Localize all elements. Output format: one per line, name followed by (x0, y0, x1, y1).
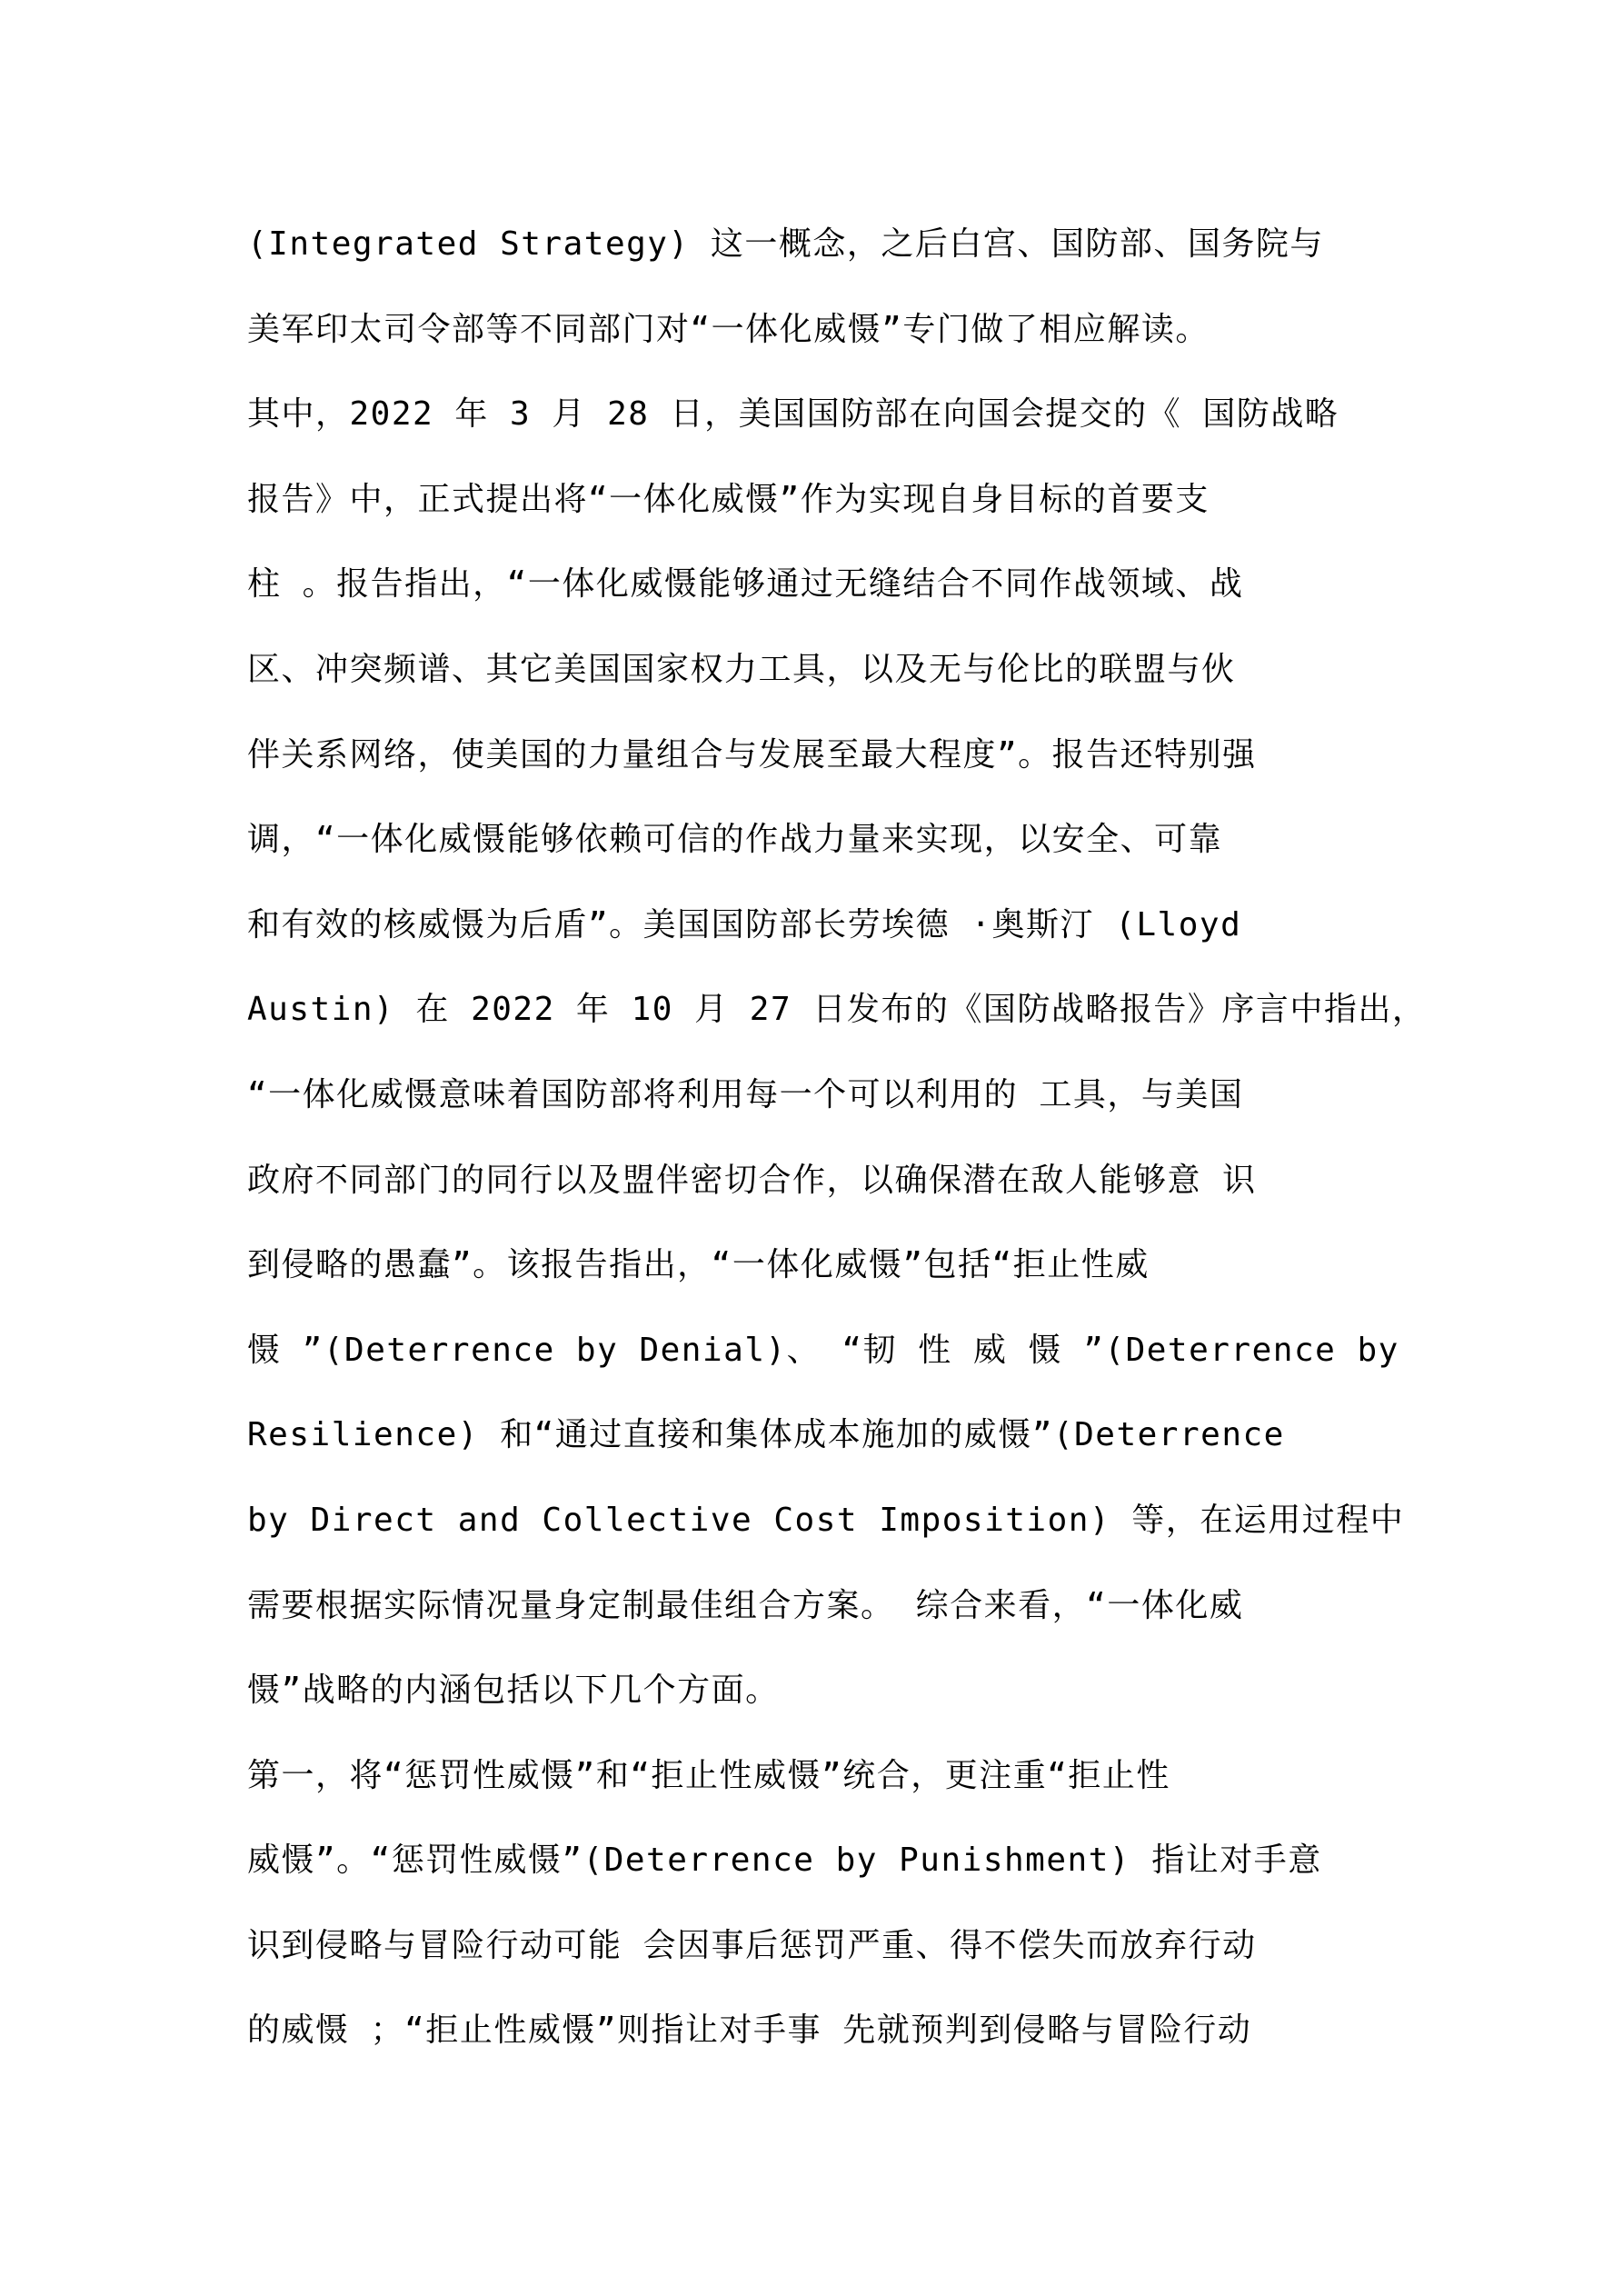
text-line: (Integrated Strategy) 这一概念，之后白宫、国防部、国务院与 (247, 225, 1324, 263)
text-line: 威慑”。“惩罚性威慑”(Deterrence by Punishment) 指让对手意 (247, 1842, 1322, 1880)
text-line: by Direct and Collective Cost Imposition) 等，在运用过程中 (247, 1501, 1405, 1539)
text-line: 慑”战略的内涵包括以下几个方面。 (247, 1672, 780, 1710)
text-line: “一体化威慑意味着国防部将利用每一个可以利用的 工具，与美国 (247, 1075, 1244, 1113)
text-line: 政府不同部门的同行以及盟伴密切合作，以确保潜在敌人能够意 识 (247, 1161, 1257, 1199)
text-line: 的威慑 ；“拒止性威慑”则指让对手事 先就预判到侵略与冒险行动 (247, 2011, 1252, 2050)
text-line: 和有效的核威慑为后盾”。美国国防部长劳埃德 ·奥斯汀 (Lloyd (247, 905, 1242, 943)
text-line: 调，“一体化威慑能够依赖可信的作战力量来实现，以安全、可靠 (247, 821, 1223, 859)
text-line: 识到侵略与冒险行动可能 会因事后惩罚严重、得不偿失而放弃行动 (247, 1926, 1257, 1964)
text-line: 到侵略的愚蠢”。该报告指出，“一体化威慑”包括“拒止性威 (247, 1246, 1150, 1284)
text-line: 第一，将“惩罚性威慑”和“拒止性威慑”统合，更注重“拒止性 (247, 1756, 1170, 1794)
text-line: 柱 。报告指出，“一体化威慑能够通过无缝结合不同作战领域、战 (247, 565, 1244, 604)
text-line: Austin) 在 2022 年 10 月 27 日发布的《国防战略报告》序言中指出， (247, 991, 1427, 1029)
text-line: 区、冲突频谱、其它美国国家权力工具，以及无与伦比的联盟与伙 (247, 650, 1236, 688)
text-line: 需要根据实际情况量身定制最佳组合方案。 综合来看，“一体化威 (247, 1586, 1244, 1624)
text-line: Resilience) 和“通过直接和集体成本施加的威慑”(Deterrence (247, 1416, 1285, 1454)
text-line: 其中，2022 年 3 月 28 日，美国国防部在向国会提交的《 国防战略 (247, 395, 1339, 434)
text-line: 伴关系网络，使美国的力量组合与发展至最大程度”。报告还特别强 (247, 735, 1257, 774)
text-line: 报告》中，正式提出将“一体化威慑”作为实现自身目标的首要支 (247, 480, 1210, 518)
text-line: 美军印太司令部等不同部门对“一体化威慑”专门做了相应解读。 (247, 310, 1210, 348)
text-line: 慑 ”(Deterrence by Denial)、 “韧 性 威 慑 ”(Deterrence by (247, 1331, 1399, 1369)
body-text (247, 202, 1427, 2073)
